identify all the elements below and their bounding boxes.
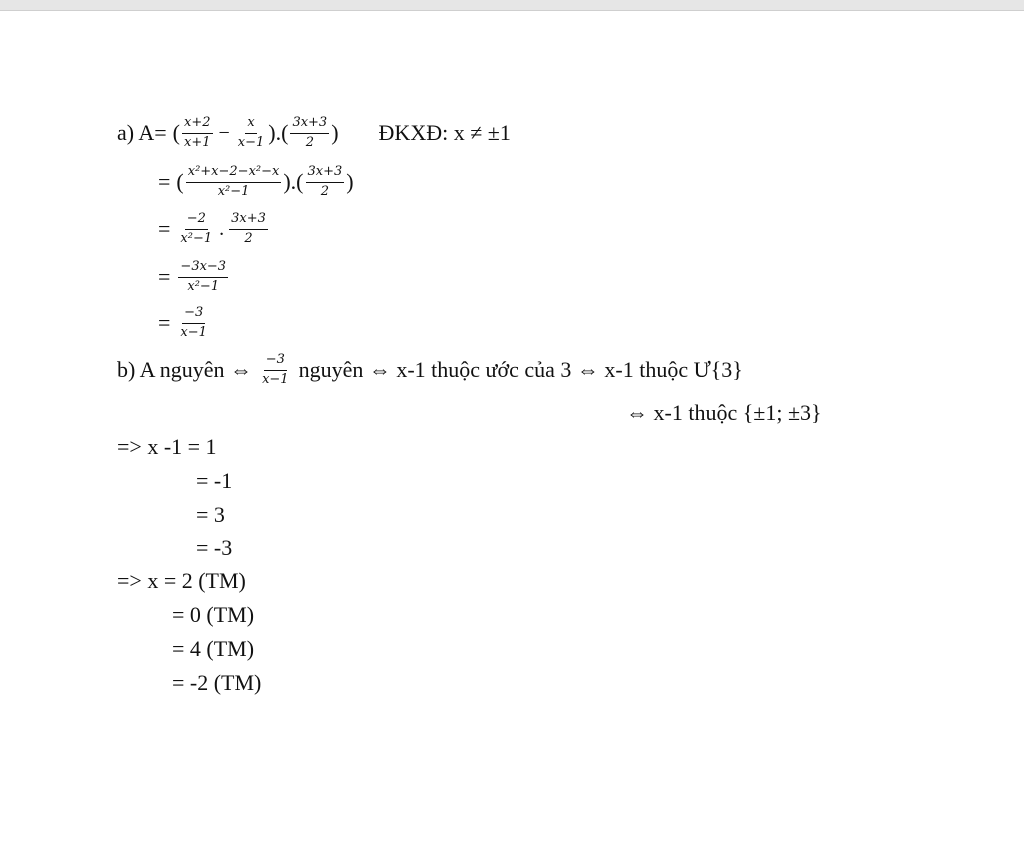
denominator: x−1 [180,324,207,340]
part-b-start: b) A nguyên ⇔ [117,357,253,383]
numerator: 3x+3 [229,212,268,230]
fraction [290,116,329,151]
numerator: −2 [185,212,208,230]
numerator: −3x−3 [178,260,228,278]
close-paren-dot: ).( [268,120,289,146]
denominator: x−1 [262,371,289,387]
part-a-line-5 [158,306,211,341]
denominator: 2 [305,134,314,150]
result-text: = 0 (TM) [172,602,255,627]
divisor-set: ⇔ x-1 thuộc {±1; ±3} [626,400,822,425]
case-text: = -1 [196,468,233,493]
case-line-4 [196,537,232,559]
case-text: = 3 [196,502,225,527]
numerator: x²+x−2−x²−x [186,165,282,183]
fraction [178,260,228,295]
fraction [229,212,268,247]
result-text: => x = 2 (TM) [117,568,246,593]
domain-condition: ĐKXĐ: x ≠ ±1 [378,120,511,146]
denominator: x+1 [184,134,211,150]
fraction [182,116,213,151]
result-text: = -2 (TM) [172,670,262,695]
part-a-line-4 [158,260,230,295]
result-line-3 [172,638,254,660]
part-b-line-2 [626,402,822,424]
multiply-dot: . [219,218,225,241]
numerator: x+2 [182,116,213,134]
part-a-label: a) A= [117,120,167,146]
case-text: = -3 [196,535,233,560]
denominator: x−1 [237,134,265,150]
case-line-2 [196,470,232,492]
numerator: x [245,116,256,134]
numerator: 3x+3 [290,116,329,134]
result-line-2 [172,604,254,626]
part-a-line-1 [117,116,511,151]
part-b-end: nguyên ⇔ x-1 thuộc ước của 3 ⇔ x-1 thuộc Ư{3} [298,357,743,383]
case-line-1 [117,436,217,458]
result-line-1 [117,570,246,592]
equals-sign: = [158,216,171,242]
denominator: x²−1 [187,278,220,294]
close-paren-dot: ).( [283,169,304,195]
close-paren: ) [331,120,339,146]
open-paren: ( [172,120,180,146]
part-a-line-2 [158,165,354,200]
numerator: −3 [264,353,287,371]
numerator: −3 [182,306,205,324]
fraction [236,116,267,151]
equals-sign: = [158,310,171,336]
denominator: 2 [320,183,330,199]
fraction [260,353,291,388]
part-a-line-3 [158,212,270,247]
fraction [306,165,345,200]
minus-operator: − [218,122,230,145]
denominator: x²−1 [180,230,213,246]
fraction [186,165,282,200]
result-line-4 [172,672,261,694]
case-text: => x -1 = 1 [117,434,217,459]
equals-sign: = [158,169,171,195]
equals-sign: = [158,264,171,290]
denominator: x²−1 [217,183,250,199]
fraction [178,306,209,341]
result-text: = 4 (TM) [172,636,255,661]
case-line-3 [196,504,225,526]
part-b-line-1 [117,353,743,388]
denominator: 2 [244,230,253,246]
close-paren: ) [346,169,354,195]
fraction [178,212,214,247]
numerator: 3x+3 [306,165,345,183]
open-paren: ( [176,169,184,195]
